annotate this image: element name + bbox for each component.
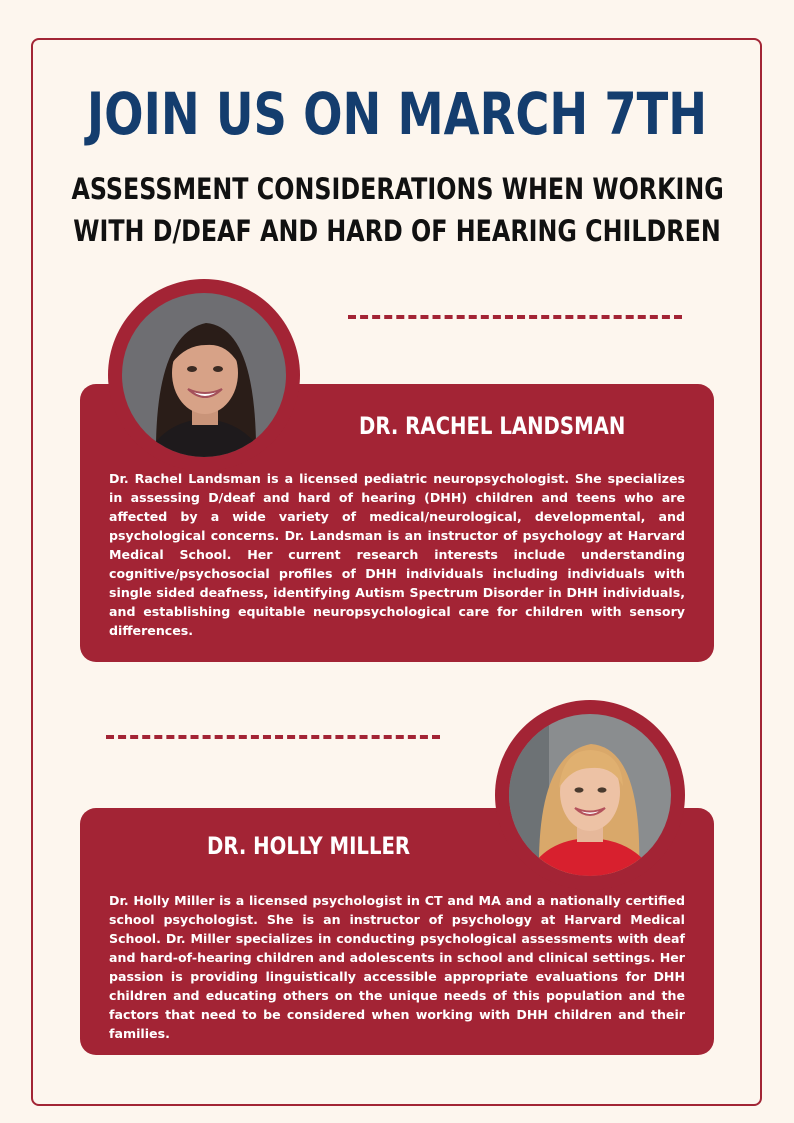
portrait-woman-dark-hair-icon: [122, 293, 286, 457]
speaker-photo-miller: [495, 700, 685, 890]
divider-dashed-bottom: [106, 735, 440, 739]
divider-dashed-top: [348, 315, 682, 319]
portrait-woman-blonde-hair-icon: [509, 714, 671, 876]
speaker-photo-landsman: [108, 279, 300, 471]
speaker-name: DR. HOLLY MILLER: [207, 832, 411, 860]
event-subtitle: [71, 168, 722, 252]
speaker-bio: Dr. Holly Miller is a licensed psychologist in CT and MA and a nationally certified school psychologist. She is an instructor of psychology at Harvard Medical School. Dr. Miller specializes in conducting psychological assessments with deaf and hard-of-hearing children and adolescents in school and clinical settings. Her passion is providing linguistically accessible appropriate evaluations for DHH children and educating others on the unique needs of this population and the factors that need to be considered when working with DHH children and their families.: [109, 893, 685, 1041]
speaker-bio: Dr. Rachel Landsman is a licensed pediatric neuropsychologist. She specializes in assessing D/deaf and hard of hearing (DHH) children and teens who are affected by a wide variety of medical/neurological, developmental, and psychological concerns. Dr. Landsman is an instructor of psychology at Harvard Medical School. Her current research interests include understanding cognitive/psychosocial profiles of DHH individuals including individuals with single sided deafness, identifying Autism Spectrum Disorder in DHH individuals, and establishing equitable neuropsychological care for children with sensory differences.: [109, 471, 685, 638]
subtitle-line-2: WITH D/DEAF AND HARD OF HEARING CHILDREN: [73, 214, 721, 248]
event-headline: JOIN US ON MARCH 7TH: [86, 80, 708, 148]
subtitle-line-1: ASSESSMENT CONSIDERATIONS WHEN WORKING: [71, 172, 724, 206]
speaker-name: DR. RACHEL LANDSMAN: [359, 412, 626, 440]
